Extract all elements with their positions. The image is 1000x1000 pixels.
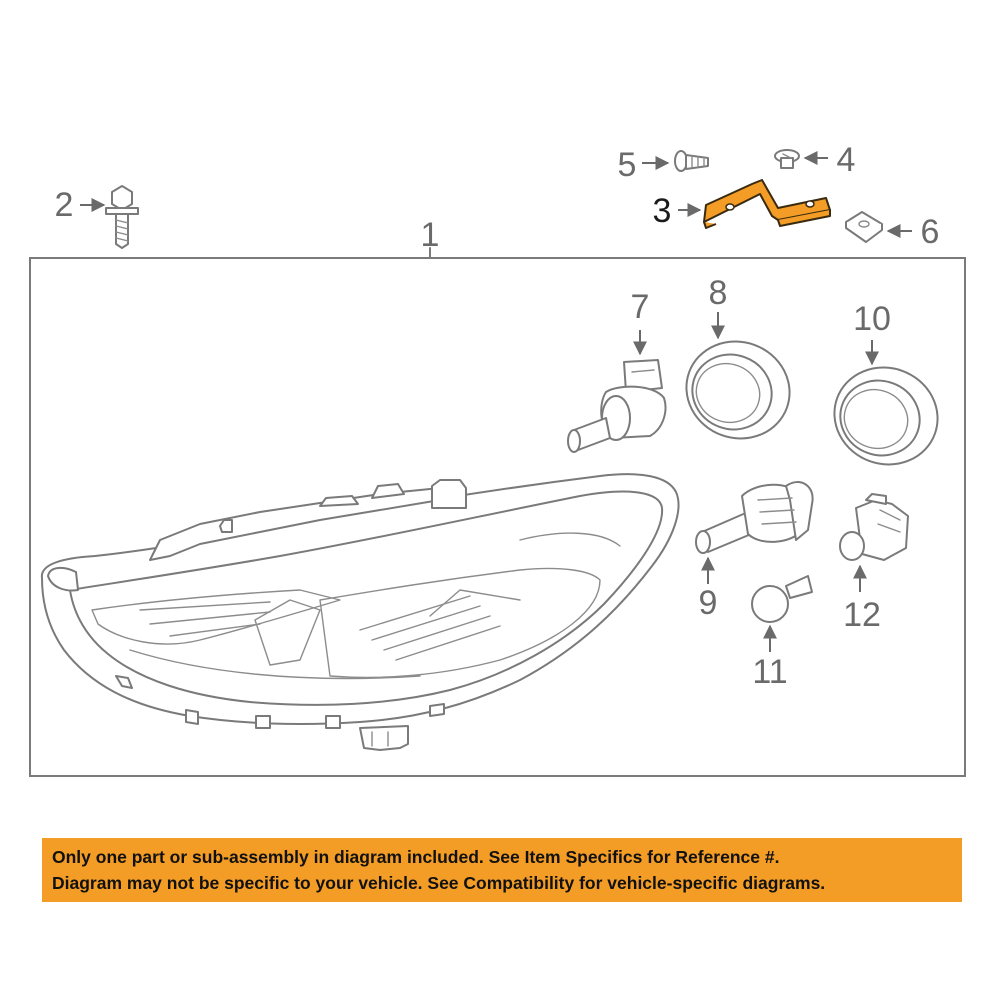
part-5-screw — [675, 151, 708, 171]
callout-8: 8 — [708, 274, 728, 312]
part-9-bulb — [696, 482, 813, 553]
callout-11: 11 — [752, 653, 788, 691]
callout-2: 2 — [54, 186, 74, 224]
callout-3: 3 — [652, 192, 672, 230]
part-12-socket — [840, 494, 908, 560]
part-10-seal-ring — [821, 353, 952, 479]
part-11-small-bulb — [752, 576, 812, 622]
part-8-seal-ring — [673, 327, 804, 453]
part-2-bolt — [106, 186, 138, 248]
callout-5: 5 — [617, 146, 637, 184]
part-6-clip-nut — [846, 212, 882, 242]
callout-1: 1 — [420, 216, 440, 254]
part-1-headlamp-assembly — [42, 474, 679, 750]
callout-12: 12 — [843, 596, 881, 634]
callout-10: 10 — [853, 300, 891, 338]
disclaimer-line-1: Only one part or sub-assembly in diagram included. See Item Specifics for Reference #. — [52, 847, 780, 867]
disclaimer-line-2: Diagram may not be specific to your vehicle. See Compatibility for vehicle-specific diagrams. — [52, 873, 826, 893]
part-4-fastener — [775, 150, 799, 168]
callout-4: 4 — [836, 141, 856, 179]
callout-6: 6 — [920, 213, 940, 251]
part-3-bracket-highlighted — [704, 180, 830, 228]
part-7-bulb-socket — [568, 360, 665, 452]
callout-9: 9 — [698, 584, 718, 622]
disclaimer-banner — [42, 838, 962, 902]
callout-7: 7 — [630, 288, 650, 326]
